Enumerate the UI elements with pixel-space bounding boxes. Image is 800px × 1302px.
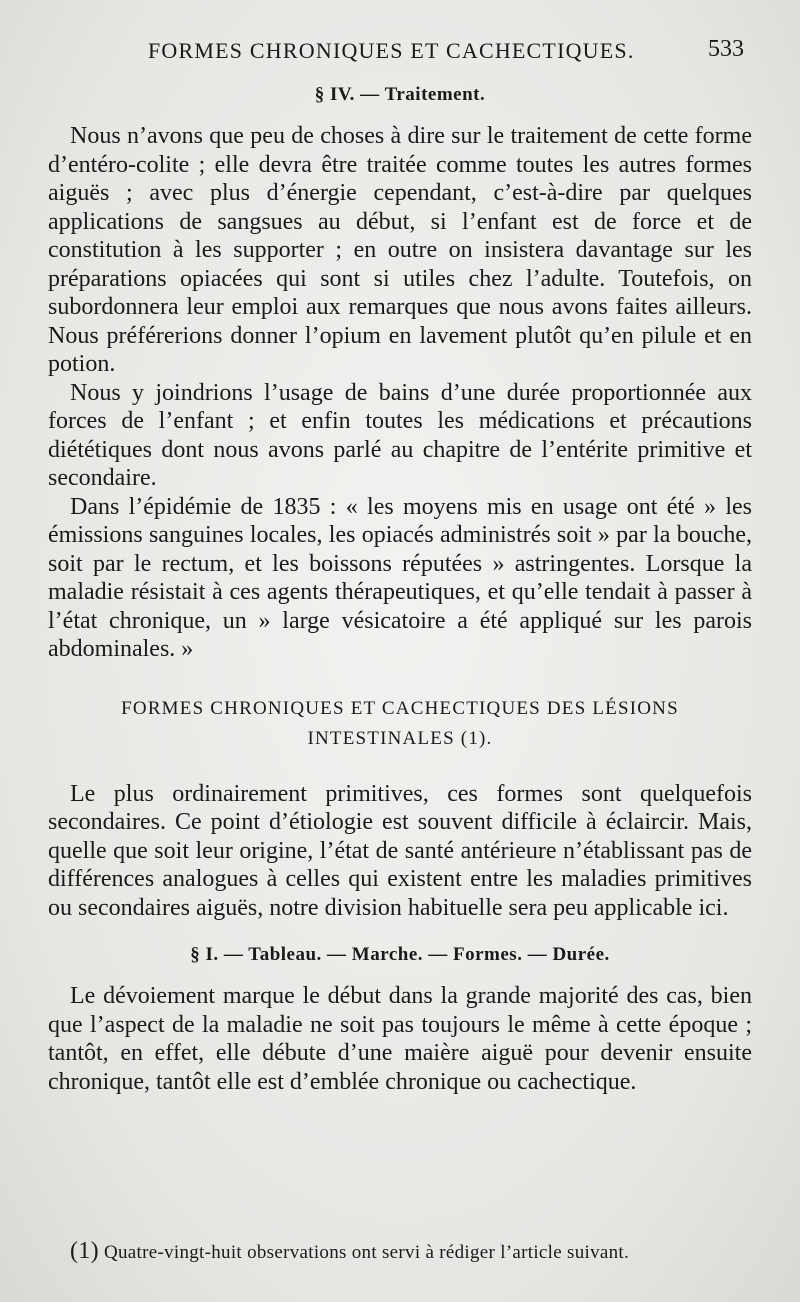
paragraph: Le dévoiement marque le début dans la grande majorité des cas, bien que l’aspect de la maladie ne soit pas toujours le même à cette époque ; tantôt, en effet, elle débute d’une maière aiguë pour devenir ensuite chronique, tantôt elle est d’emblée chronique ou cachectique. — [48, 983, 752, 1095]
footnote — [70, 1238, 629, 1265]
chapter-heading — [48, 694, 752, 754]
running-title: FORMES CHRONIQUES ET CACHECTIQUES. — [148, 38, 635, 63]
page-number: 533 — [708, 36, 744, 62]
section-heading-tableau: § I. — Tableau. — Marche. — Formes. — Durée. — [190, 944, 610, 965]
paragraph: Nous y joindrions l’usage de bains d’une durée proportionnée aux forces de l’enfant ; et enfin toutes les médications et précautions diététiques dont nous avons parlé au chapitre de l’entérite primitive et secondaire. — [48, 379, 752, 491]
section-heading-traitement: § IV. — Traitement. — [314, 84, 486, 105]
paragraph: Nous n’avons que peu de choses à dire sur le traitement de cette forme d’entéro-colite ; elle devra être traitée comme toutes les autres formes aiguës ; avec plus d’énergie cependant, c’est-à-dire par quelques applications de sangsues au début, si l’enfant est de force et de constitution à les supporter ; en outre on insistera davantage sur les préparations opiacées qui sont si utiles chez l’adulte. Toutefois, on subordonnera leur emploi aux remarques que nous avons faites ailleurs. Nous préférerions donner l’opium en lavement plutôt qu’en pilule et en potion. — [48, 123, 752, 377]
paragraph: Le plus ordinairement primitives, ces formes sont quelquefois secondaires. Ce point d’étiologie est souvent difficile à éclaircir. Mais, quelle que soit leur origine, l’état de santé antérieure n’établissant pas de différences analogues à celles qui existent entre les maladies primitives ou secondaires aiguës, notre division habituelle sera peu applicable ici. — [48, 780, 752, 921]
paragraph: Dans l’épidémie de 1835 : « les moyens mis en usage ont été » les émissions sanguines locales, les opiacés administrés soit » par la bouche, soit par le rectum, et les boissons réputées » astringentes. Lorsque la maladie résistait à ces agents thérapeutiques, et qu’elle tendait à passer à l’état chronique, un » large vésicatoire a été appliqué sur les parois abdominales. » — [48, 493, 752, 662]
footnote-marker: (1) — [70, 1238, 99, 1264]
running-head — [48, 34, 752, 70]
footnote-text: Quatre-vingt-huit observations ont servi à rédiger l’article suivant. — [103, 1242, 630, 1263]
chapter-heading-line-2: INTESTINALES (1). — [307, 727, 493, 749]
chapter-heading-line-1: FORMES CHRONIQUES ET CACHECTIQUES DES LÉSIONS — [121, 697, 679, 719]
